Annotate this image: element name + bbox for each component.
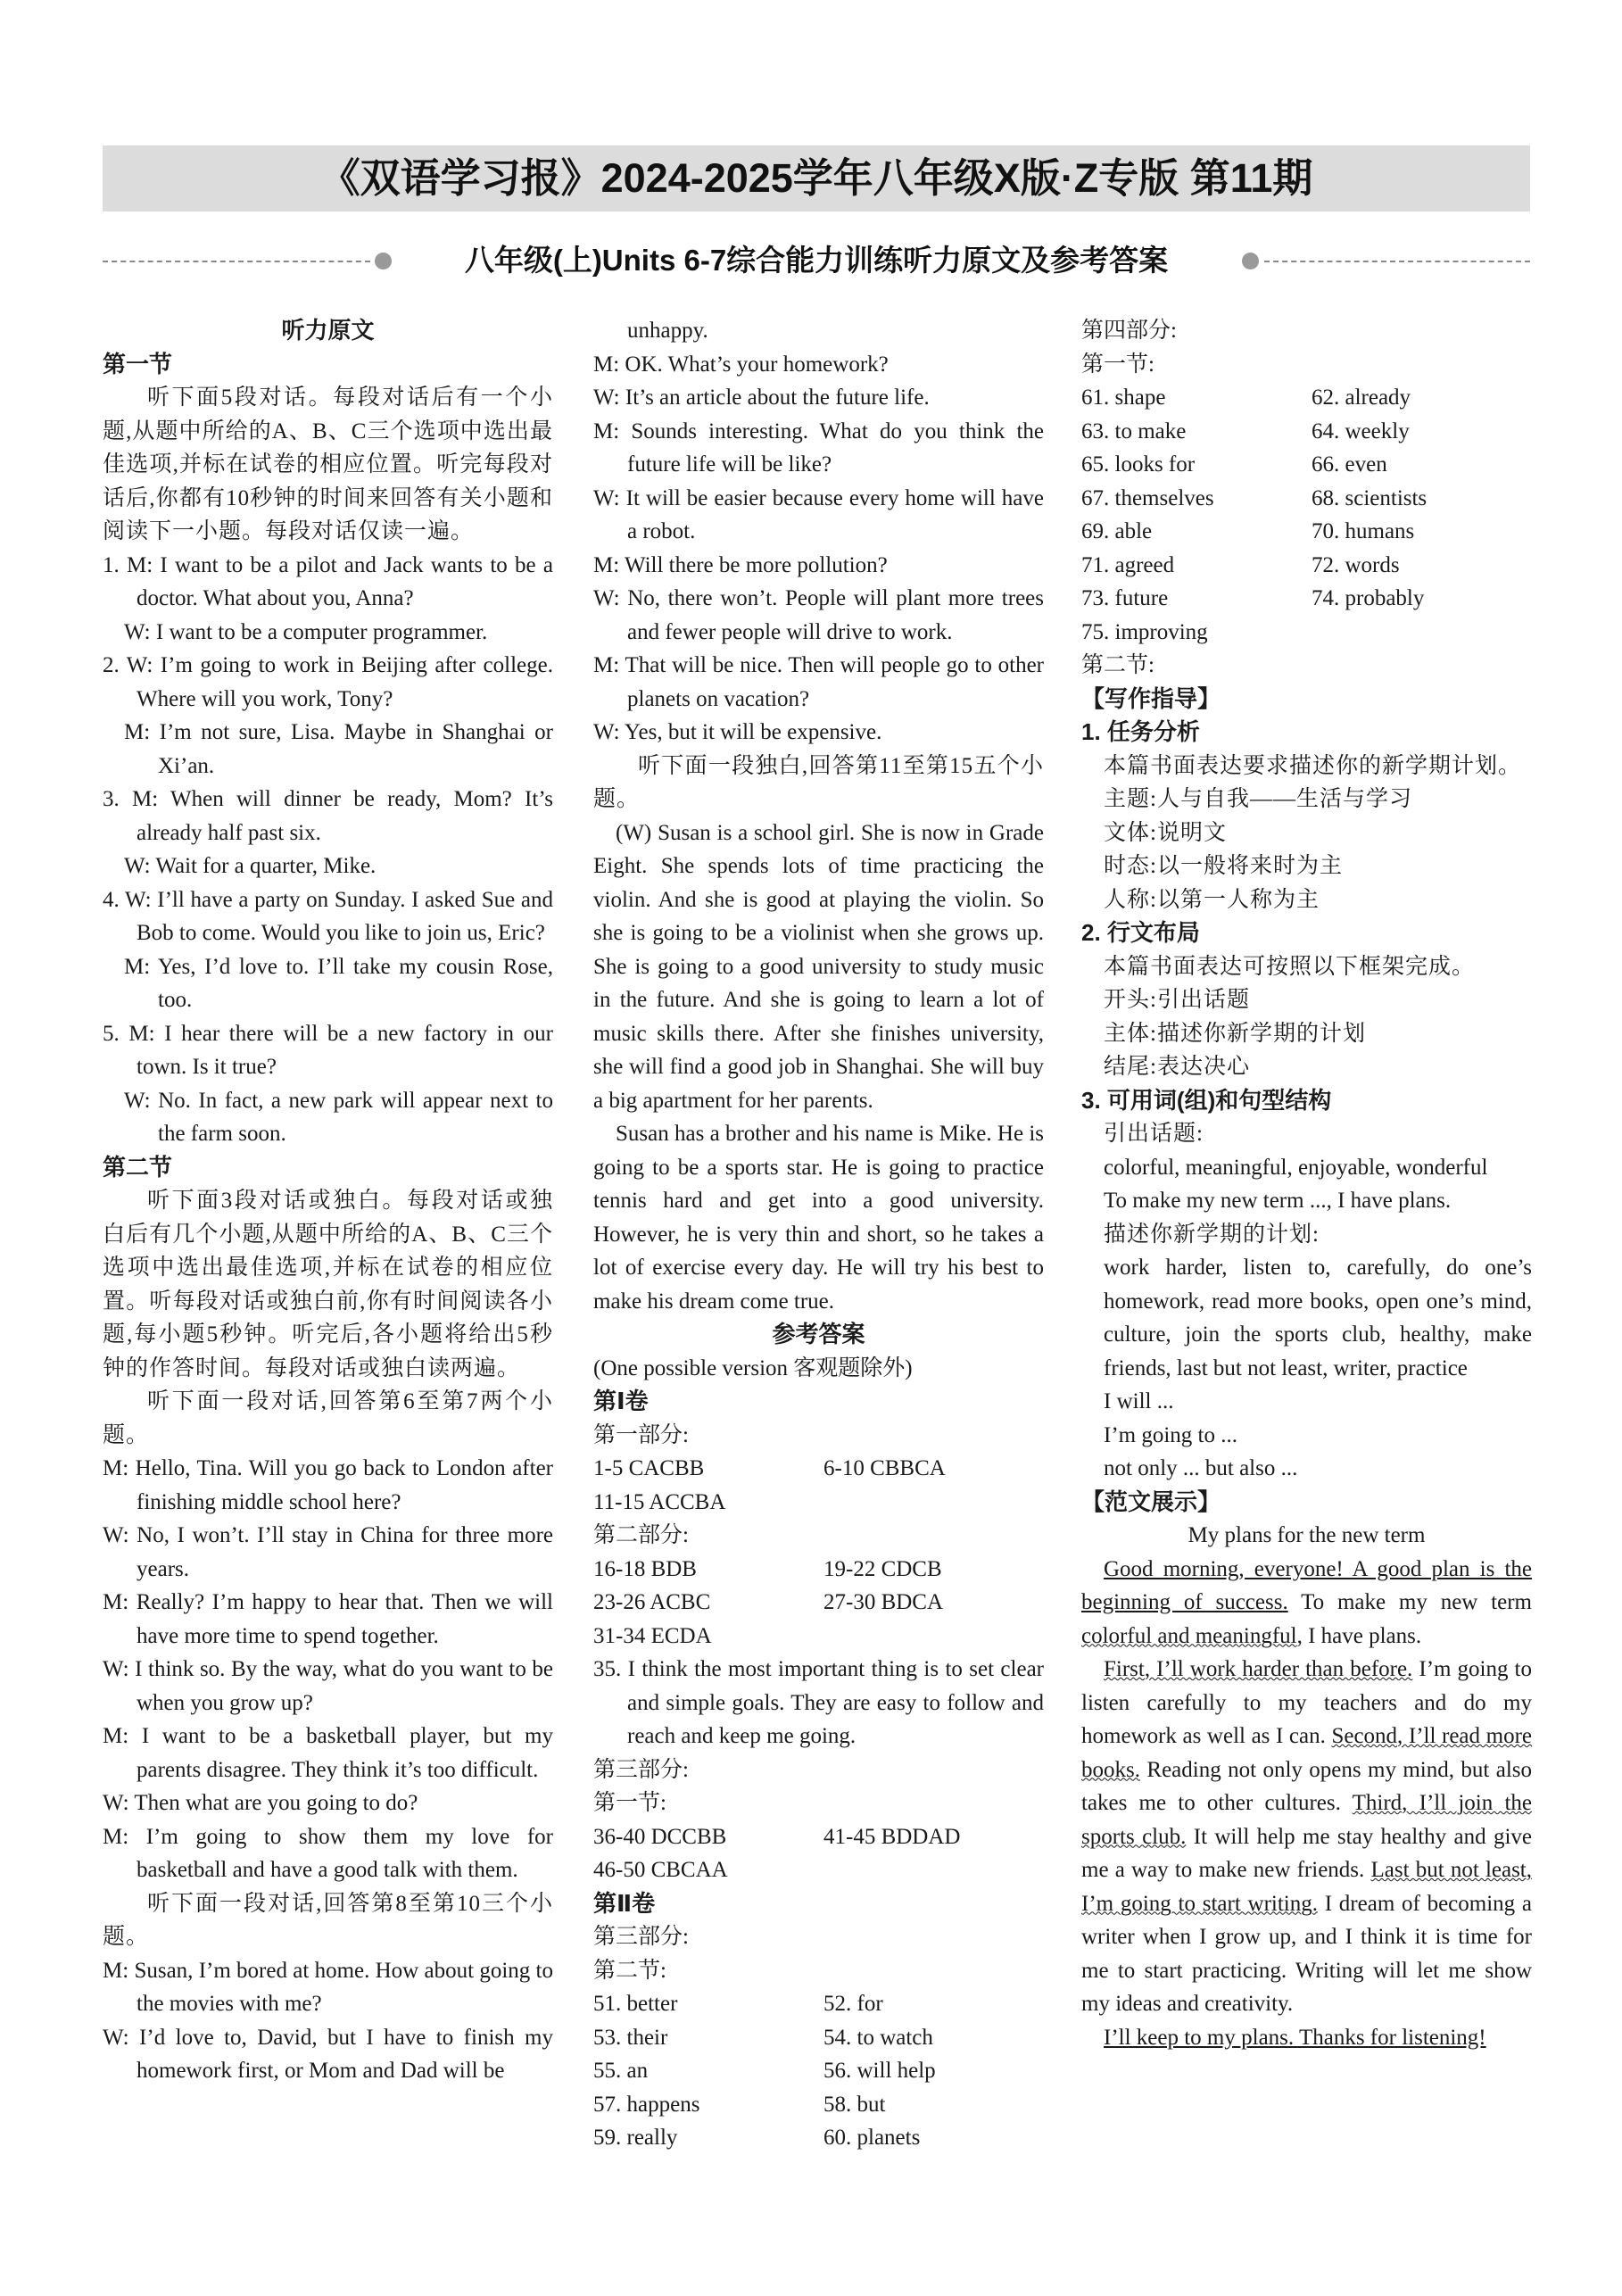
- sentence-pattern: I’m going to ...: [1104, 1422, 1237, 1447]
- dialogue-line: 2. W: I’m going to work in Beijing after college. Where will you work, Tony?: [103, 653, 553, 711]
- volume-1-heading: 第Ⅰ卷: [593, 1388, 649, 1414]
- column-listening-script-2: [593, 314, 1044, 2155]
- answer-item: 73. future: [1081, 586, 1169, 610]
- section-2-instructions: 听下面3段对话或独白。每段对话或独白后有几个小题,从题中所给的A、B、C三个选项中选出最佳选项,并标在试卷的相应位置。听每段对话或独白前,你有时间阅读各小题,每小题5秒钟。听完后,各小题将给出5秒钟的作答时间。每段对话或独白读两遍。: [103, 1189, 553, 1380]
- page-title: 《双语学习报》2024-2025学年八年级X版·Z专版 第11期: [103, 145, 1530, 211]
- essay-text: To make my new term: [1301, 1590, 1532, 1614]
- dialogue-line: 4. W: I’ll have a party on Sunday. I asked Sue and Bob to come. Would you like to join us, Eric?: [103, 887, 553, 945]
- answer-item: 74. probably: [1312, 586, 1425, 610]
- dialogue-line: M: OK. What’s your homework?: [593, 352, 889, 377]
- answer-item: 51. better: [593, 1992, 678, 2016]
- answer-item: 61. shape: [1081, 385, 1166, 410]
- answer-item: 68. scientists: [1312, 485, 1428, 510]
- answer-item: 23-26 ACBC: [593, 1590, 711, 1614]
- answer-item: 72. words: [1312, 552, 1400, 577]
- answer-item: 11-15 ACCBA: [593, 1489, 726, 1514]
- dialogue-line: W: Yes, but it will be expensive.: [593, 720, 882, 744]
- intro-words: colorful, meaningful, enjoyable, wonderful: [1104, 1155, 1488, 1180]
- answer-item: 6-10 CBBCA: [823, 1456, 946, 1480]
- question-instruction: 听下面一段对话,回答第8至第10三个小题。: [103, 1891, 553, 1949]
- section-1-heading: 第一节: [103, 350, 173, 377]
- answer-item: 41-45 BDDAD: [823, 1824, 961, 1849]
- essay-text: , I have plans.: [1296, 1623, 1422, 1648]
- part-1-heading: 第一部分:: [593, 1422, 689, 1447]
- intro-sentence: To make my new term ..., I have plans.: [1104, 1189, 1452, 1213]
- answer-item: 55. an: [593, 2059, 649, 2083]
- plan-label: 描述你新学期的计划:: [1104, 1222, 1320, 1247]
- essay-wavy: Last but not least, I’m going to start writing.: [1081, 1858, 1533, 1916]
- answer-item: 1-5 CACBB: [593, 1456, 705, 1480]
- answer-item: 53. their: [593, 2025, 668, 2050]
- answer-item: 70. humans: [1312, 519, 1415, 543]
- layout-begin: 开头:引出话题: [1104, 988, 1250, 1012]
- answer-item: [823, 1486, 1044, 1520]
- essay-underlined: I’ll keep to my plans. Thanks for listening!: [1104, 2025, 1486, 2050]
- task-theme: 主题:人与自我——生活与学习: [1104, 787, 1412, 811]
- answer-item: 65. looks for: [1081, 452, 1196, 477]
- part-2-heading: 第二部分:: [593, 1523, 689, 1547]
- dialogue-line: M: Hello, Tina. Will you go back to London after finishing middle school here?: [103, 1456, 553, 1514]
- writing-guide-heading: 【写作指导】: [1081, 684, 1221, 712]
- answer-item: 60. planets: [823, 2126, 921, 2150]
- answer-item: [823, 1620, 1044, 1654]
- essay-wavy: Second, I’ll read more books.: [1081, 1724, 1532, 1782]
- section-2-label: 第二节:: [1081, 653, 1154, 677]
- essay-underlined: Good morning, everyone! A good plan is the beginning of success.: [1081, 1556, 1532, 1614]
- essay-text: Reading not only opens my mind, but also takes me to other cultures.: [1081, 1757, 1532, 1815]
- dialogue-line: M: I’m not sure, Lisa. Maybe in Shanghai or Xi’an.: [124, 720, 553, 778]
- dialogue-line: W: No, there won’t. People will plant more trees and fewer people will drive to work.: [593, 586, 1044, 644]
- sentence-pattern: not only ... but also ...: [1104, 1456, 1298, 1480]
- section-banner: [103, 234, 1530, 287]
- dialogue-line: W: I’d love to, David, but I have to finish my homework first, or Mom and Dad will be: [103, 2025, 553, 2083]
- answer-item: 19-22 CDCB: [823, 1556, 942, 1581]
- task-analysis-text: 本篇书面表达要求描述你的新学期计划。: [1104, 753, 1522, 778]
- task-person: 人称:以第一人称为主: [1104, 887, 1320, 912]
- dialogue-line: M: I’m going to show them my love for basketball and have a good talk with them.: [103, 1824, 553, 1882]
- answer-grid-part-3: [593, 1820, 1044, 1887]
- essay-text: It will help me stay healthy and give me a way to make new friends.: [1081, 1824, 1532, 1882]
- layout-heading: 2. 行文布局: [1081, 919, 1200, 946]
- dialogue-line: W: It’s an article about the future life.: [593, 385, 930, 410]
- dialogue-line: M: Really? I’m happy to hear that. Then we will have more time to spend together.: [103, 1590, 553, 1648]
- monologue-paragraph: Susan has a brother and his name is Mike. He is going to be a sports star. He is going to practice tennis hard and get into a good university. However, he is very thin and short, so he takes a lot of exercise every day. He will try his best to make his dream come true.: [593, 1122, 1044, 1314]
- dialogue-line: W: Wait for a quarter, Mike.: [124, 854, 377, 878]
- intro-label: 引出话题:: [1104, 1122, 1204, 1146]
- answer-grid-part-2: [593, 1553, 1044, 1654]
- answer-item: 56. will help: [823, 2059, 936, 2083]
- dialogue-line: W: I think so. By the way, what do you want to be when you grow up?: [103, 1657, 553, 1715]
- answer-grid-part-3b: [593, 1987, 1044, 2155]
- answer-item: 58. but: [823, 2092, 886, 2117]
- listening-script-title: 听力原文: [281, 317, 375, 344]
- answer-item: 64. weekly: [1312, 419, 1410, 443]
- section-1-instructions: 听下面5段对话。每段对话后有一个小题,从题中所给的A、B、C三个选项中选出最佳选项,并标在试卷的相应位置。听完每段对话后,你都有10秒钟的时间来回答有关小题和阅读下一小题。每段对话仅读一遍。: [103, 385, 553, 543]
- section-subtitle: 八年级(上)Units 6-7综合能力训练听力原文及参考答案: [464, 244, 1169, 277]
- answer-item: 57. happens: [593, 2092, 700, 2117]
- dialogue-line: unhappy.: [627, 319, 708, 343]
- layout-end: 结尾:表达决心: [1104, 1055, 1250, 1079]
- essay-paragraph: [1081, 1653, 1532, 2021]
- dialogue-line: 3. M: When will dinner be ready, Mom? It’s already half past six.: [103, 787, 553, 845]
- answers-title: 参考答案: [772, 1321, 865, 1347]
- essay-wavy: Third, I’ll join the sports club.: [1081, 1791, 1532, 1849]
- dialogue-line: M: Will there be more pollution?: [593, 552, 888, 577]
- layout-text: 本篇书面表达可按照以下框架完成。: [1104, 954, 1476, 979]
- sample-essay-heading: 【范文展示】: [1081, 1488, 1221, 1515]
- answer-item: 27-30 BDCA: [823, 1590, 944, 1614]
- question-instruction: 听下面一段对话,回答第6至第7两个小题。: [103, 1389, 553, 1447]
- section-1-label: 第一节:: [1081, 352, 1154, 377]
- dialogue-line: 5. M: I hear there will be a new factory in our town. Is it true?: [103, 1021, 553, 1079]
- answer-item: 52. for: [823, 1992, 883, 2016]
- answers-note: (One possible version 客观题除外): [593, 1355, 913, 1380]
- sentence-pattern: I will ...: [1104, 1389, 1174, 1413]
- answer-item: 31-34 ECDA: [593, 1623, 712, 1648]
- task-tense: 时态:以一般将来时为主: [1104, 854, 1343, 878]
- task-style: 文体:说明文: [1104, 820, 1227, 845]
- answer-item: 54. to watch: [823, 2025, 933, 2050]
- dialogue-line: M: Sounds interesting. What do you think the future life will be like?: [593, 419, 1044, 477]
- dialogue-line: M: I want to be a basketball player, but my parents disagree. They think it’s too difficult.: [103, 1724, 553, 1782]
- dialogue-line: M: That will be nice. Then will people go to other planets on vacation?: [593, 653, 1044, 711]
- answer-item: [1312, 616, 1532, 650]
- essay-text: I’m going to listen carefully to my teachers and do my homework as well as I can.: [1081, 1657, 1532, 1748]
- task-analysis-heading: 1. 任务分析: [1081, 718, 1200, 745]
- essay-wavy: First, I’ll work harder than before.: [1104, 1657, 1413, 1681]
- part-3b-heading: 第三部分:: [593, 1925, 689, 1949]
- answer-item: 67. themselves: [1081, 485, 1214, 510]
- essay-wavy: colorful and meaningful: [1081, 1623, 1297, 1648]
- section-2-heading: 第二节: [103, 1153, 173, 1181]
- dialogue-line: W: It will be easier because every home will have a robot.: [593, 485, 1044, 543]
- plan-words: work harder, listen to, carefully, do one’s homework, read more books, open one’s mind, culture, join the sports club, healthy, make friends, last but not least, writer, practice: [1104, 1256, 1532, 1380]
- answer-item: 46-50 CBCAA: [593, 1858, 728, 1882]
- dialogue-line: W: No. In fact, a new park will appear next to the farm soon.: [124, 1088, 553, 1146]
- monologue-paragraph: (W) Susan is a school girl. She is now in Grade Eight. She spends lots of time practicing the violin. And she is good at playing the violin. So she is going to be a violinist when she grows up. She is going to a good university to study music in the future. And she is going to learn a lot of music skills there. After she finishes university, she will find a good job in Shanghai. She will buy a big apartment for her parents.: [593, 820, 1044, 1113]
- answer-item: 62. already: [1312, 385, 1411, 410]
- column-listening-script-1: [103, 314, 553, 2088]
- dialogue-line: W: No, I won’t. I’ll stay in China for three more years.: [103, 1523, 553, 1581]
- answer-item: 63. to make: [1081, 419, 1187, 443]
- part-4-heading: 第四部分:: [1081, 319, 1177, 343]
- answer-35: 35. I think the most important thing is to set clear and simple goals. They are easy to follow and reach and keep me going.: [593, 1657, 1044, 1748]
- monologue-instruction: 听下面一段独白,回答第11至第15五个小题。: [593, 753, 1044, 811]
- answer-item: [823, 1853, 1044, 1887]
- answer-item: 69. able: [1081, 519, 1153, 543]
- part-3-heading: 第三部分:: [593, 1757, 689, 1782]
- essay-title: My plans for the new term: [1188, 1523, 1426, 1547]
- answer-item: 59. really: [593, 2126, 678, 2150]
- dialogue-line: 1. M: I want to be a pilot and Jack wants to be a doctor. What about you, Anna?: [103, 552, 553, 610]
- essay-paragraph: [1081, 1553, 1532, 1654]
- answer-item: 71. agreed: [1081, 552, 1175, 577]
- column-answers-writing: [1081, 314, 1532, 2054]
- dialogue-line: W: Then what are you going to do?: [103, 1791, 418, 1815]
- answer-item: 16-18 BDB: [593, 1556, 697, 1581]
- dialogue-line: M: Susan, I’m bored at home. How about going to the movies with me?: [103, 1958, 553, 2016]
- answer-grid-part-1: [593, 1452, 1044, 1519]
- answer-grid-part-4: [1081, 381, 1532, 649]
- essay-paragraph: [1081, 2021, 1532, 2055]
- phrases-heading: 3. 可用词(组)和句型结构: [1081, 1086, 1332, 1114]
- section-2-label: 第二节:: [593, 1958, 666, 1983]
- layout-body: 主体:描述你新学期的计划: [1104, 1021, 1366, 1046]
- dialogue-line: M: Yes, I’d love to. I’ll take my cousin Rose, too.: [124, 954, 553, 1012]
- answer-item: 75. improving: [1081, 619, 1208, 644]
- section-1-label: 第一节:: [593, 1791, 666, 1815]
- volume-2-heading: 第Ⅱ卷: [593, 1889, 656, 1917]
- essay-text: I dream of becoming a writer when I grow up, and I think it is time for me to start practicing. Writing will let me show my ideas and creativity.: [1081, 1891, 1533, 2016]
- dialogue-line: W: I want to be a computer programmer.: [124, 619, 488, 644]
- answer-item: 36-40 DCCBB: [593, 1824, 727, 1849]
- answer-item: 66. even: [1312, 452, 1387, 477]
